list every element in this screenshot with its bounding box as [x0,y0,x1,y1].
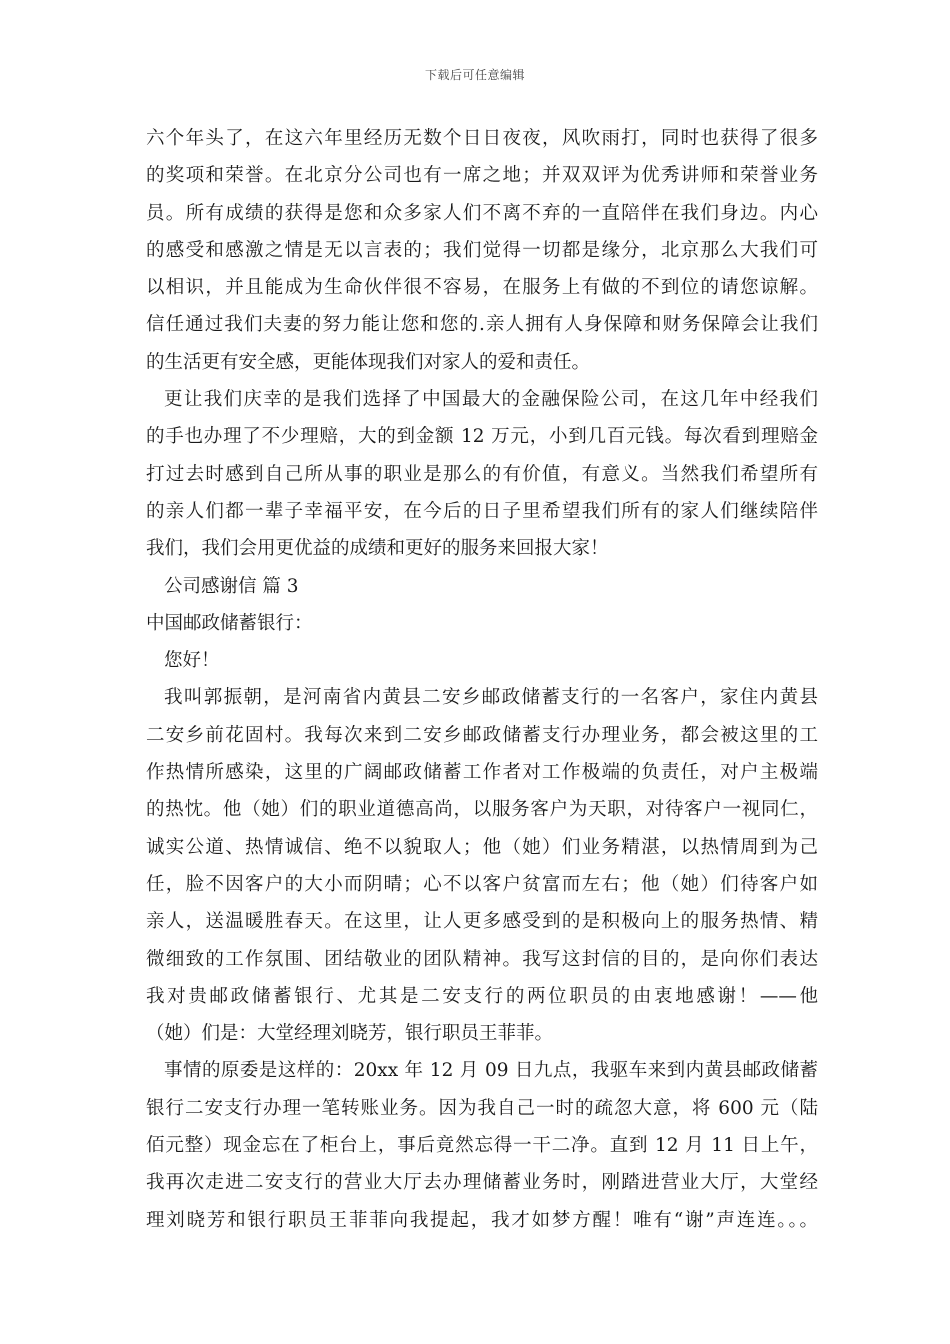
text-line: 的手也办理了不少理赔，大的到金额 12 万元，小到几百元钱。每次看到理赔金 [146,426,818,448]
text-line: 我们，我们会用更优益的成绩和更好的服务来回报大家！ [146,538,609,560]
text-line: 佰元整）现金忘在了柜台上，事后竟然忘得一干二净。直到 12 月 11 日上午， [146,1135,818,1157]
text-line: 员。所有成绩的获得是您和众多家人们不离不弃的一直陪伴在我们身边。内心 [146,202,818,224]
text-line: 事情的原委是这样的：20xx 年 12 月 09 日九点，我驱车来到内黄县邮政储蓄 [164,1060,818,1082]
text-line: 信任通过我们夫妻的努力能让您和您的.亲人拥有人身保障和财务保障会让我们 [146,314,818,336]
text-line: （她）们是：大堂经理刘晓芳，银行职员王菲菲。 [146,1023,554,1045]
text-line: 您好！ [164,650,220,672]
text-line: 作热情所感染，这里的广阔邮政储蓄工作者对工作极端的负责任，对户主极端 [146,762,818,784]
text-line: 我叫郭振朝，是河南省内黄县二安乡邮政储蓄支行的一名客户，家住内黄县 [164,687,818,709]
page-header: 下载后可任意编辑 [424,68,525,82]
text-line: 六个年头了，在这六年里经历无数个日日夜夜，风吹雨打，同时也获得了很多 [146,128,818,149]
text-line: 的奖项和荣誉。在北京分公司也有一席之地；并双双评为优秀讲师和荣誉业务 [146,165,818,187]
text-line: 中国邮政储蓄银行： [146,612,313,634]
text-line: 理刘晓芳和银行职员王菲菲向我提起，我才如梦方醒！唯有“谢”声连连。。。 [146,1209,818,1231]
text-line: 打过去时感到自己所从事的职业是那么的有价值，有意义。当然我们希望所有 [146,463,818,485]
document-body [146,120,818,1239]
text-line: 诚实公道、热情诚信、绝不以貌取人；他（她）们业务精湛，以热情周到为己 [146,836,818,858]
text-line: 的亲人们都一辈子幸福平安，在今后的日子里希望我们所有的家人们继续陪伴 [146,500,818,522]
text-line: 银行二安支行办理一笔转账业务。因为我自己一时的疏忽大意，将 600 元（陆 [146,1097,818,1119]
text-line: 的感受和感激之情是无以言表的；我们觉得一切都是缘分，北京那么大我们可 [146,239,818,261]
text-line: 更让我们庆幸的是我们选择了中国最大的金融保险公司，在这几年中经我们 [164,389,818,411]
text-line: 我对贵邮政储蓄银行、尤其是二安支行的两位职员的由衷地感谢！——他 [146,985,818,1007]
text-line: 以相识，并且能成为生命伙伴很不容易，在服务上有做的不到位的请您谅解。 [146,277,818,299]
text-line: 的生活更有安全感，更能体现我们对家人的爱和责任。 [146,351,591,373]
text-line: 我再次走进二安支行的营业大厅去办理储蓄业务时，刚踏进营业大厅，大堂经 [146,1172,818,1194]
text-line: 公司感谢信 篇 3 [164,575,299,597]
text-line: 二安乡前花固村。我每次来到二安乡邮政储蓄支行办理业务，都会被这里的工 [146,724,818,746]
text-line: 任，脸不因客户的大小而阴晴；心不以客户贫富而左右；他（她）们待客户如 [146,873,818,895]
text-line: 亲人，送温暖胜春天。在这里，让人更多感受到的是积极向上的服务热情、精 [146,911,818,933]
text-line: 微细致的工作氛围、团结敬业的团队精神。我写这封信的目的，是向你们表达 [146,948,818,970]
text-line: 的热忱。他（她）们的职业道德高尚，以服务客户为天职，对待客户一视同仁， [146,799,818,821]
